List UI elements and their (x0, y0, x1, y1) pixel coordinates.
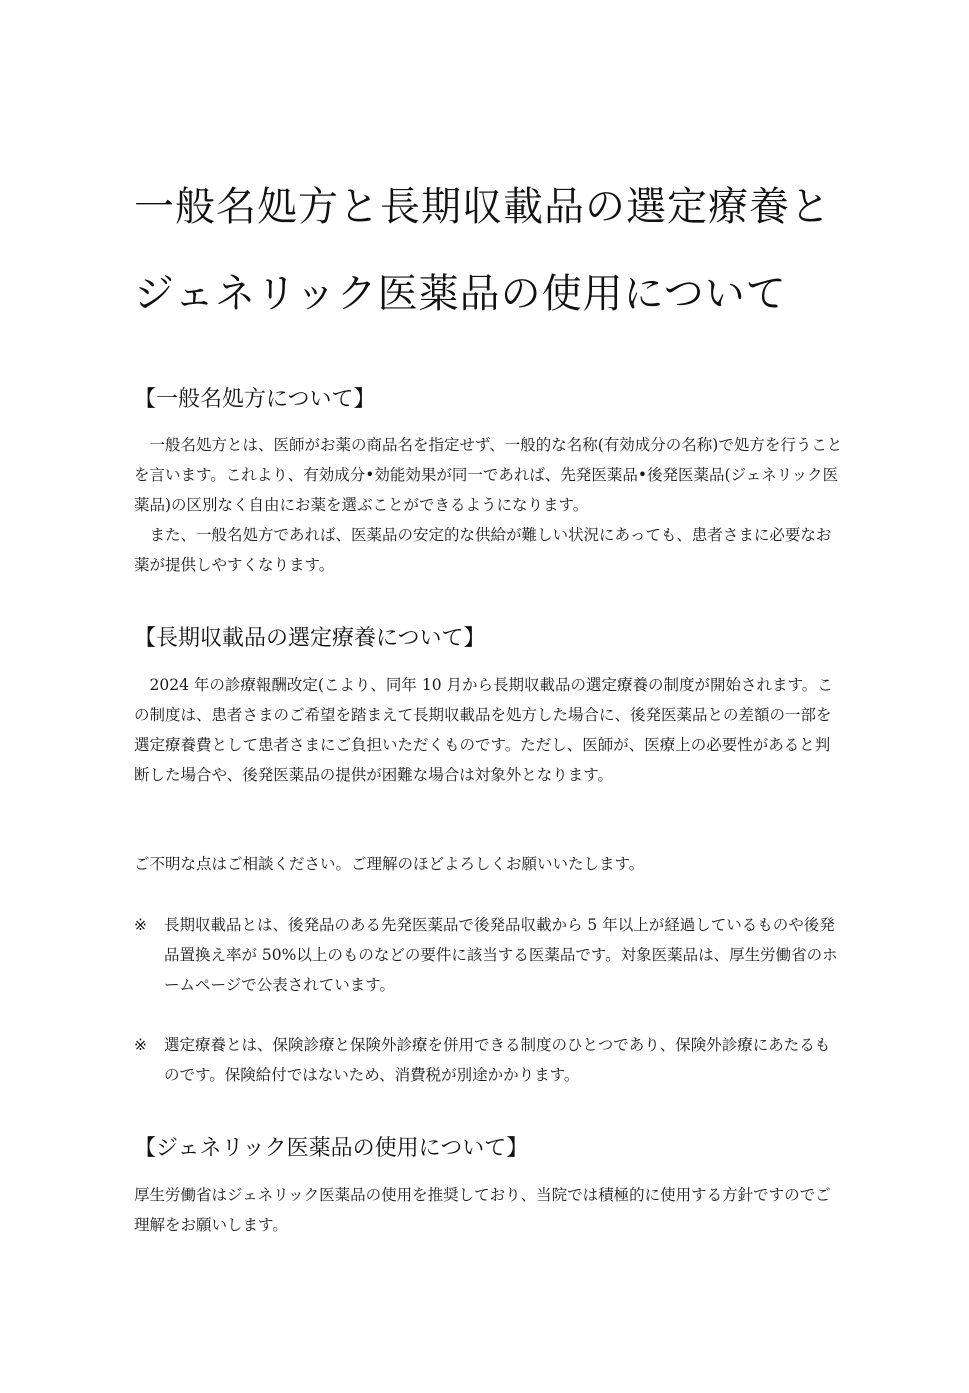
document-title-line-2: ジェネリック医薬品の使用について (134, 271, 787, 317)
note-selective-care-definition (134, 1030, 844, 1090)
note-mark: ※ (134, 1036, 147, 1054)
document-title-line-1: 一般名処方と長期収載品の選定療養と (134, 184, 831, 230)
note-long-listed-definition (134, 910, 844, 1000)
paragraph: また、一般名処方であれば、医薬品の安定的な供給が難しい状況にあっても、患者さまに必要なお薬が提供しやすくなります。 (134, 526, 832, 574)
inquiry-text (134, 849, 844, 879)
paragraph: 一般名処方とは、医師がお薬の商品名を指定せず、一般的な名称(有効成分の名称)で処方を行うことを言います。これより、有効成分•効能効果が同一であれば、先発医薬品•後発医薬品(ジェネリック医薬品)の区別なく自由にお薬を選ぶことができるようになります。 (134, 436, 843, 514)
section-body-generic-prescription (134, 430, 844, 580)
note-text: 選定療養とは、保険診療と保険外診療を併用できる制度のひとつであり、保険外診療にあたるものです。保険給付ではないため、消費税が別途かかります。 (164, 1036, 831, 1084)
paragraph: 厚生労働省はジェネリック医薬品の使用を推奨しており、当院では積極的に使用する方針ですのでご理解をお願いします。 (134, 1186, 831, 1234)
section-heading-generic-drugs: 【ジェネリック医薬品の使用について】 (134, 1136, 529, 1161)
note-mark: ※ (134, 916, 147, 934)
section-body-long-listed-drugs (134, 670, 844, 790)
section-body-generic-drugs (134, 1180, 844, 1240)
paragraph: 2024 年の診療報酬改定(こより、同年 10 月から長期収載品の選定療養の制度が開始されます。この制度は、患者さまのご希望を踏まえて長期収載品を処方した場合に、後発医薬品との差額の一部を選定療養費として患者さまにご負担いただくものです。ただし、医師が、医療上の必要性があると判断した場合や、後発医薬品の提供が困難な場合は対象外となります。 (134, 676, 833, 784)
section-heading-long-listed-drugs: 【長期収載品の選定療養について】 (134, 626, 486, 651)
section-heading-generic-prescription: 【一般名処方について】 (134, 387, 376, 412)
note-text: 長期収載品とは、後発品のある先発医薬品で後発品収載から 5 年以上が経過しているものや後発品置換え率が 50%以上のものなどの要件に該当する医薬品です。対象医薬品は、厚生労働省のホームページで公表されています。 (164, 916, 838, 994)
paragraph: ご不明な点はご相談ください。ご理解のほどよろしくお願いいたします。 (134, 855, 645, 873)
